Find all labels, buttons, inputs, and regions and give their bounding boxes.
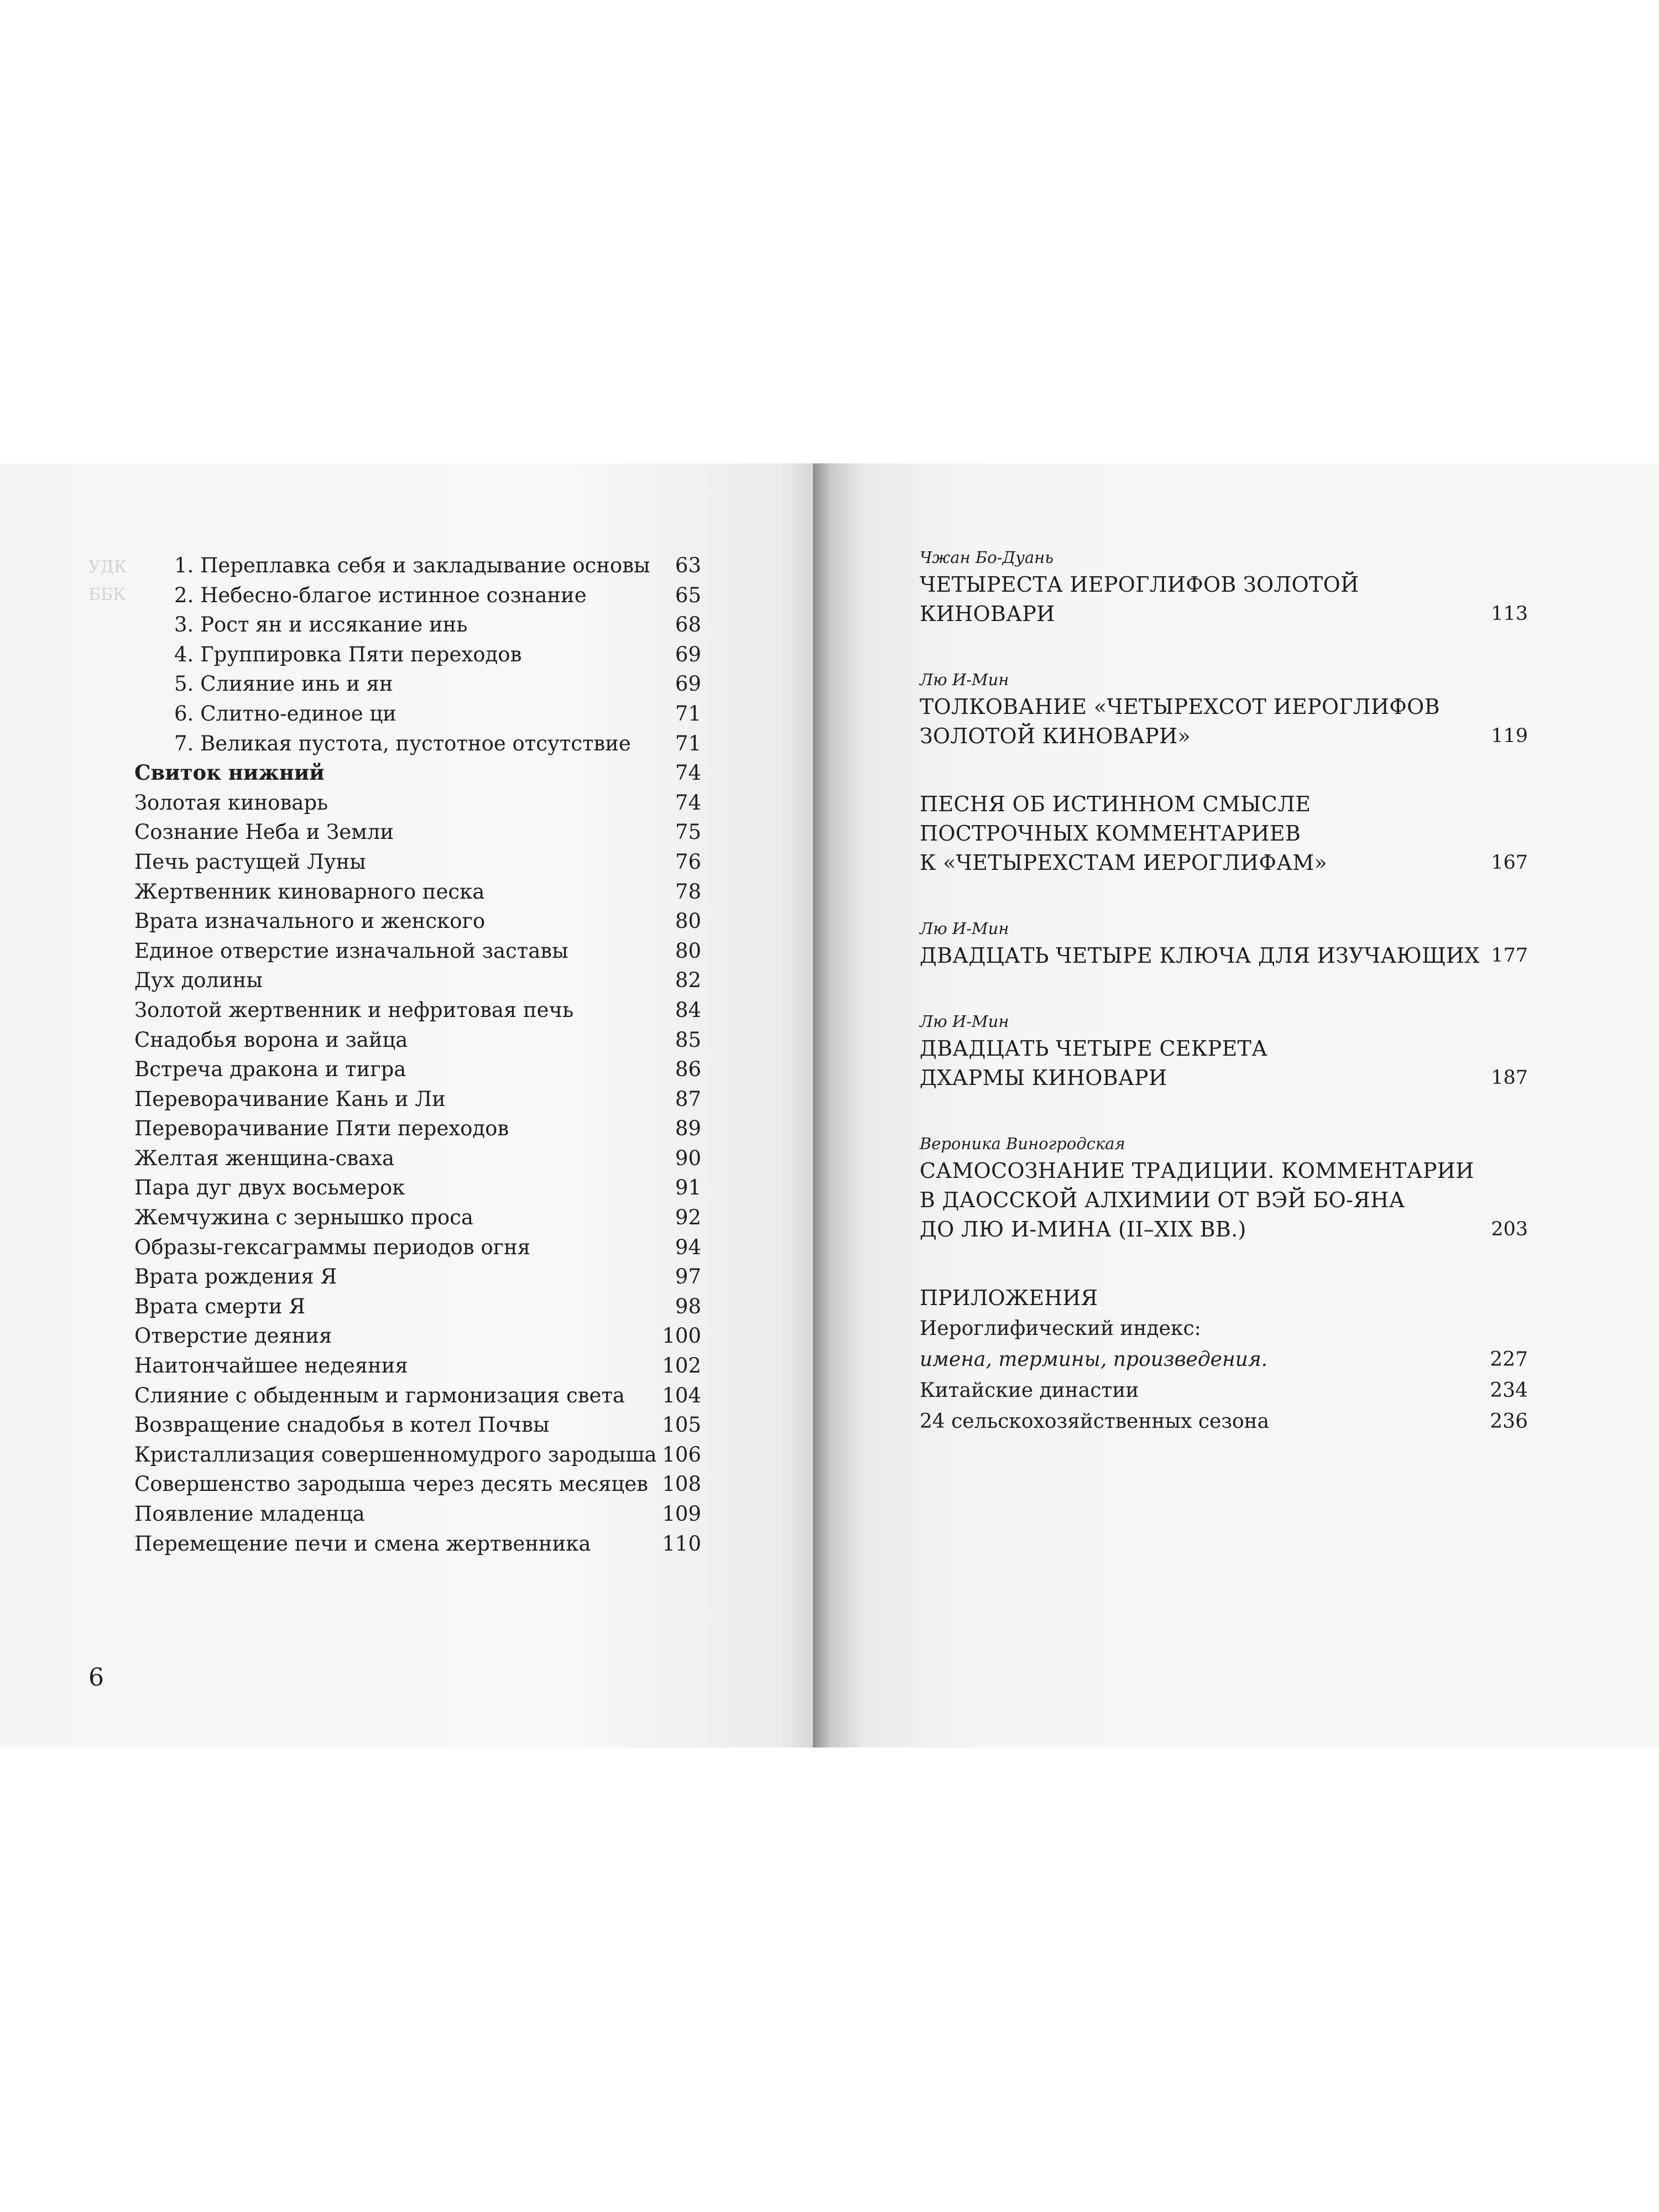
- work-page: 113: [1491, 603, 1528, 625]
- toc-entry-title: Врата изначального и женского: [134, 909, 486, 933]
- work-title: ТОЛКОВАНИЕ «ЧЕТЫРЕХСОТ ИЕРОГЛИФОВ ЗОЛОТОЙ КИНОВАРИ»: [920, 695, 1440, 748]
- toc-entry[interactable]: [134, 1262, 701, 1292]
- toc-entry-title: 4. Группировка Пяти переходов: [174, 642, 522, 666]
- right-page: [813, 463, 1659, 1747]
- toc-work-entry[interactable]: [920, 545, 1528, 629]
- toc-entry-title: Единое отверстие изначальной заставы: [134, 938, 568, 963]
- appendix-index-page: 227: [1490, 1348, 1528, 1371]
- toc-entry-page: 87: [675, 1087, 701, 1111]
- toc-entry[interactable]: [134, 1469, 701, 1499]
- toc-entry-page: 108: [662, 1472, 701, 1496]
- appendix-index-sub: имена, термины, произведения.: [920, 1348, 1268, 1371]
- toc-entry[interactable]: [134, 817, 701, 847]
- toc-entry[interactable]: [134, 1084, 701, 1114]
- toc-entry-page: 82: [675, 968, 701, 993]
- toc-entry-title: Появление младенца: [134, 1502, 365, 1526]
- toc-entry[interactable]: [134, 995, 701, 1025]
- toc-entry-title: Золотой жертвенник и нефритовая печь: [134, 998, 574, 1022]
- appendix-section: [920, 1283, 1528, 1437]
- toc-entry-title: Отверстие деяния: [134, 1324, 332, 1348]
- toc-entry[interactable]: [134, 1381, 701, 1411]
- toc-entry[interactable]: [134, 847, 701, 877]
- toc-right-list: [920, 545, 1528, 1437]
- appendix-item-title: Китайские династии: [920, 1379, 1139, 1402]
- appendix-item-title: 24 сельскохозяйственных сезона: [920, 1410, 1270, 1433]
- toc-entry[interactable]: [134, 1410, 701, 1440]
- toc-entry-page: 80: [675, 938, 701, 963]
- toc-entry[interactable]: [134, 906, 701, 936]
- toc-entry[interactable]: [134, 1233, 701, 1262]
- toc-entry-title: Кристаллизация совершенномудрого зародыша: [134, 1442, 657, 1467]
- appendix-index-label: Иероглифический индекс:: [920, 1317, 1201, 1340]
- toc-entry-page: 76: [675, 849, 701, 874]
- toc-section-heading[interactable]: [134, 758, 701, 788]
- toc-entry-page: 69: [675, 672, 701, 696]
- toc-entry-page: 68: [675, 613, 701, 637]
- toc-entry-title: 1. Переплавка себя и закладывание основы: [174, 554, 650, 577]
- toc-entry[interactable]: [134, 640, 701, 670]
- toc-work-entry[interactable]: [920, 790, 1528, 878]
- toc-entry-page: 97: [675, 1265, 701, 1289]
- toc-entry[interactable]: [134, 1114, 701, 1144]
- toc-entry[interactable]: [134, 966, 701, 995]
- toc-entry-page: 106: [662, 1442, 701, 1467]
- toc-entry-title: Слияние с обыденным и гармонизация света: [134, 1383, 625, 1407]
- toc-entry-title: Встреча дракона и тигра: [134, 1057, 406, 1082]
- work-title: САМОСОЗНАНИЕ ТРАДИЦИИ. КОММЕНТАРИИ В ДАОССКОЙ АЛХИМИИ ОТ ВЭЙ БО-ЯНА ДО ЛЮ И-МИНА (II–XIX ВВ.): [920, 1159, 1474, 1241]
- toc-entry[interactable]: [134, 1292, 701, 1322]
- appendix-heading: ПРИЛОЖЕНИЯ: [920, 1286, 1098, 1310]
- toc-entry-page: 85: [675, 1027, 701, 1052]
- toc-entry-page: 78: [675, 879, 701, 904]
- toc-entry-title: Переворачивание Кань и Ли: [134, 1087, 446, 1111]
- work-page: 119: [1491, 725, 1528, 747]
- toc-entry[interactable]: [134, 1203, 701, 1233]
- toc-entry-title: Дух долины: [134, 968, 263, 993]
- bleed-through-text: УДК: [88, 557, 127, 577]
- author-name: Лю И-Мин: [920, 670, 1009, 689]
- toc-entry-title: Снадобья ворона и зайца: [134, 1027, 408, 1052]
- toc-entry[interactable]: [134, 788, 701, 818]
- toc-entry-page: 69: [675, 642, 701, 666]
- work-page: 177: [1491, 945, 1528, 967]
- work-title: ПЕСНЯ ОБ ИСТИННОМ СМЫСЛЕ ПОСТРОЧНЫХ КОММЕНТАРИЕВ К «ЧЕТЫРЕХСТАМ ИЕРОГЛИФАМ»: [920, 792, 1328, 875]
- toc-entry-title: Желтая женщина-сваха: [134, 1146, 395, 1170]
- toc-entry-title: Сознание Неба и Земли: [134, 820, 394, 844]
- author-name: Лю И-Мин: [920, 1012, 1009, 1031]
- toc-entry[interactable]: [134, 1321, 701, 1351]
- work-page: 203: [1491, 1218, 1528, 1240]
- toc-entry[interactable]: [134, 1144, 701, 1173]
- toc-work-entry[interactable]: [920, 1131, 1528, 1244]
- author-name: Вероника Виногродская: [920, 1134, 1125, 1153]
- toc-entry-page: 74: [675, 790, 701, 815]
- appendix-item-page: 234: [1490, 1379, 1528, 1402]
- toc-entry-page: 92: [675, 1206, 701, 1230]
- author-name: Чжан Бо-Дуань: [920, 548, 1054, 567]
- toc-entry[interactable]: [134, 551, 701, 581]
- toc-entry-title: Переворачивание Пяти переходов: [134, 1117, 509, 1141]
- appendix-item[interactable]: [920, 1406, 1528, 1437]
- toc-entry-title: Жертвенник киноварного песка: [134, 879, 485, 904]
- toc-entry-page: 110: [662, 1531, 701, 1556]
- toc-work-entry[interactable]: [920, 1009, 1528, 1093]
- toc-entry-page: 104: [662, 1383, 701, 1407]
- toc-entry-page: 105: [662, 1413, 701, 1437]
- toc-entry-title: Свиток нижний: [134, 760, 325, 785]
- work-title: ДВАДЦАТЬ ЧЕТЫРЕ КЛЮЧА ДЛЯ ИЗУЧАЮЩИХ: [920, 943, 1480, 968]
- toc-entry-page: 98: [675, 1294, 701, 1318]
- work-page: 187: [1491, 1067, 1528, 1089]
- toc-entry-page: 91: [675, 1176, 701, 1200]
- toc-entry-page: 65: [675, 583, 701, 607]
- toc-entry-title: Перемещение печи и смена жертвенника: [134, 1531, 591, 1556]
- toc-left-list: [134, 551, 701, 1558]
- toc-entry-title: Образы-гексаграммы периодов огня: [134, 1235, 531, 1259]
- bleed-through-text: ББК: [88, 585, 126, 604]
- toc-entry[interactable]: [134, 1351, 701, 1381]
- toc-entry-page: 100: [662, 1324, 701, 1348]
- toc-entry-page: 80: [675, 909, 701, 933]
- toc-entry-title: 2. Небесно-благое истинное сознание: [174, 583, 587, 607]
- toc-entry[interactable]: [134, 936, 701, 966]
- toc-entry-title: Совершенство зародыша через десять месяцев: [134, 1472, 648, 1496]
- toc-entry[interactable]: [134, 877, 701, 907]
- work-title: ДВАДЦАТЬ ЧЕТЫРЕ СЕКРЕТА ДХАРМЫ КИНОВАРИ: [920, 1036, 1268, 1090]
- work-title: ЧЕТЫРЕСТА ИЕРОГЛИФОВ ЗОЛОТОЙ КИНОВАРИ: [920, 572, 1359, 626]
- left-page: [0, 463, 813, 1747]
- toc-entry-title: 7. Великая пустота, пустотное отсутствие: [174, 731, 631, 755]
- work-page: 167: [1491, 852, 1528, 874]
- toc-entry-title: Золотая киноварь: [134, 790, 328, 815]
- toc-entry[interactable]: [134, 1440, 701, 1470]
- toc-entry-title: 6. Слитно-единое ци: [174, 701, 397, 726]
- toc-entry-title: Пара дуг двух восьмерок: [134, 1176, 405, 1200]
- toc-entry-title: Возвращение снадобья в котел Почвы: [134, 1413, 550, 1437]
- toc-entry[interactable]: [134, 1025, 701, 1055]
- toc-entry-page: 75: [675, 820, 701, 844]
- toc-entry-title: Наитончайшее недеяния: [134, 1354, 408, 1378]
- toc-entry[interactable]: [134, 1499, 701, 1529]
- toc-entry-title: Печь растущей Луны: [134, 849, 366, 874]
- toc-entry-title: Жемчужина с зернышко проса: [134, 1206, 473, 1230]
- toc-entry[interactable]: [134, 1529, 701, 1559]
- author-name: Лю И-Мин: [920, 919, 1009, 938]
- toc-entry-page: 102: [662, 1354, 701, 1378]
- toc-entry-page: 74: [675, 761, 701, 785]
- toc-entry[interactable]: [134, 610, 701, 640]
- toc-entry[interactable]: [134, 699, 701, 729]
- toc-work-entry[interactable]: [920, 667, 1528, 751]
- toc-entry-page: 94: [675, 1235, 701, 1259]
- toc-entry-page: 109: [662, 1502, 701, 1526]
- toc-entry[interactable]: [134, 729, 701, 759]
- toc-entry-page: 71: [675, 731, 701, 755]
- toc-entry[interactable]: [134, 1173, 701, 1203]
- toc-entry[interactable]: [134, 581, 701, 611]
- page-number: 6: [88, 1663, 104, 1692]
- toc-entry-page: 63: [675, 554, 701, 577]
- toc-entry-page: 86: [675, 1057, 701, 1082]
- toc-work-entry[interactable]: [920, 916, 1528, 971]
- toc-entry-page: 71: [675, 701, 701, 726]
- toc-entry-title: Врата смерти Я: [134, 1294, 306, 1318]
- toc-entry[interactable]: [134, 1055, 701, 1084]
- appendix-item[interactable]: [920, 1375, 1528, 1406]
- toc-entry-page: 90: [675, 1146, 701, 1170]
- appendix-index-label-row[interactable]: [920, 1313, 1528, 1344]
- toc-entry-title: 3. Рост ян и иссякание инь: [174, 613, 468, 637]
- toc-entry-title: 5. Слияние инь и ян: [174, 672, 393, 696]
- appendix-index-row[interactable]: [920, 1344, 1528, 1375]
- toc-entry[interactable]: [134, 669, 701, 699]
- toc-entry-title: Врата рождения Я: [134, 1265, 337, 1289]
- toc-entry-page: 89: [675, 1117, 701, 1141]
- toc-entry-page: 84: [675, 998, 701, 1022]
- appendix-item-page: 236: [1490, 1410, 1528, 1433]
